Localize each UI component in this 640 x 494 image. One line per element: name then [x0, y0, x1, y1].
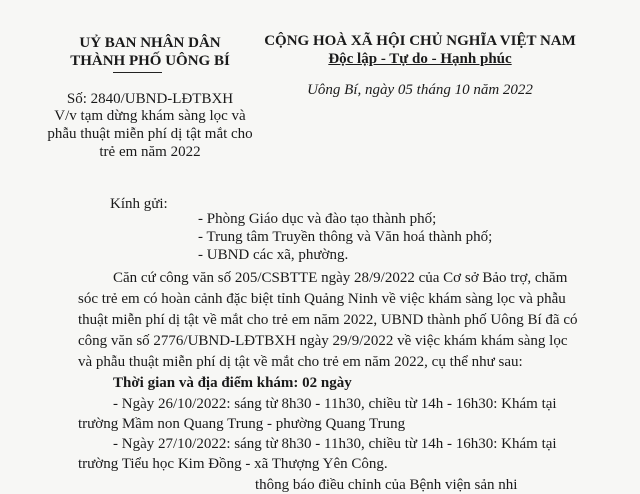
subject-line: phẫu thuật miễn phí dị tật mắt cho [47, 126, 253, 142]
paragraph-line: thuật miễn phí dị tật về mắt cho trẻ em năm 2022, UBND thành phố Uông Bí đã có [78, 312, 578, 328]
schedule-heading: Thời gian và địa điểm khám: 02 ngày [113, 375, 352, 391]
nation-title: CỘNG HOÀ XÃ HỘI CHỦ NGHĨA VIỆT NAM [264, 33, 576, 49]
org-name: UỶ BAN NHÂN DÂN [79, 35, 221, 51]
paragraph-line: sóc trẻ em có hoàn cảnh đặc biệt tỉnh Quảng Ninh về việc khám sàng lọc và phẫu [78, 291, 566, 307]
recipient: - UBND các xã, phường. [198, 247, 349, 263]
cut-off-line: thông báo điều chỉnh của Bệnh viện sản nhi [255, 477, 518, 493]
paragraph-line: Căn cứ công văn số 205/CSBTTE ngày 28/9/2022 của Cơ sở Bảo trợ, chăm [113, 270, 568, 286]
divider [113, 72, 162, 73]
recipient: - Trung tâm Truyền thông và Văn hoá thành phố; [198, 229, 493, 245]
motto: Độc lập - Tự do - Hạnh phúc [328, 51, 512, 67]
schedule-line: - Ngày 26/10/2022: sáng từ 8h30 - 11h30, chiều từ 14h - 16h30: Khám tại [113, 396, 557, 412]
subject-line: trẻ em năm 2022 [99, 144, 201, 160]
subject-line: V/v tạm dừng khám sàng lọc và [54, 108, 246, 124]
schedule-line: trường Mầm non Quang Trung - phường Quang Trung [78, 416, 406, 432]
document-number: Số: 2840/UBND-LĐTBXH [66, 91, 234, 107]
schedule-line: - Ngày 27/10/2022: sáng từ 8h30 - 11h30, chiều từ 14h - 16h30: Khám tại [113, 436, 557, 452]
recipient: - Phòng Giáo dục và đào tạo thành phố; [198, 211, 437, 227]
schedule-line: trường Tiểu học Kim Đồng - xã Thượng Yên Công. [78, 456, 388, 472]
recipients-label: Kính gửi: [110, 196, 168, 212]
paragraph-line: công văn số 2776/UBND-LĐTBXH ngày 29/9/2022 về việc khám khám sàng lọc [78, 333, 568, 349]
date-line: Uông Bí, ngày 05 tháng 10 năm 2022 [307, 82, 533, 98]
paragraph-line: và phẫu thuật miễn phí dị tật về mắt cho trẻ em năm 2022, cụ thể như sau: [78, 354, 523, 370]
org-city: THÀNH PHỐ UÔNG BÍ [70, 53, 230, 69]
